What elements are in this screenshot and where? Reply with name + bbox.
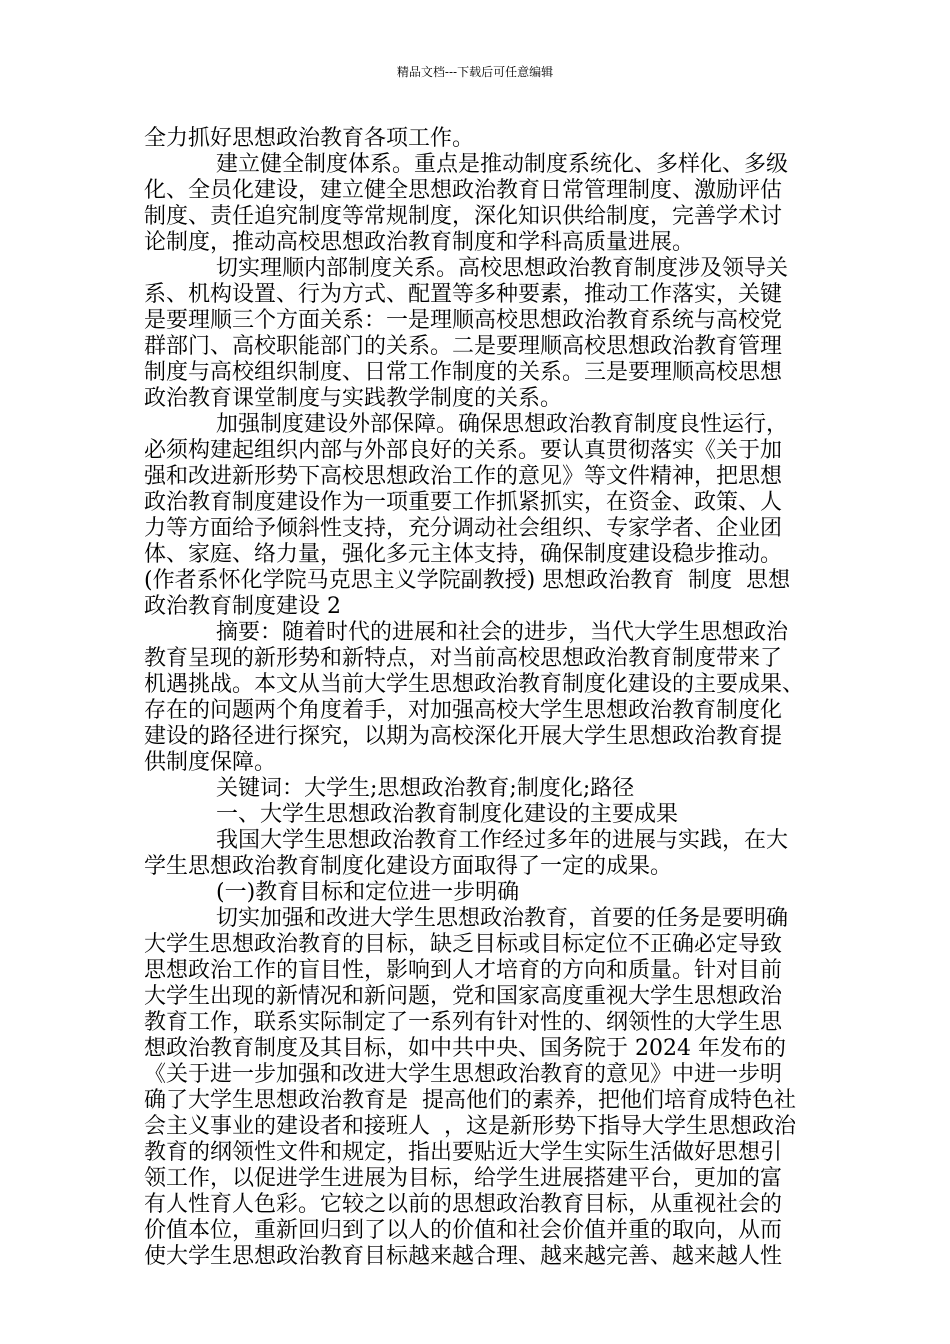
text-line: 大学生思想政治教育的目标，缺乏目标或目标定位不正确必定导致 [144, 932, 783, 957]
text-line: 存在的问题两个角度着手，对加强高校大学生思想政治教育制度化 [144, 698, 783, 723]
text-line: 机遇挑战。本文从当前大学生思想政治教育制度化建设的主要成果、 [144, 672, 805, 697]
text-line: 建立健全制度体系。重点是推动制度系统化、多样化、多级 [216, 152, 789, 177]
text-line: 加强制度建设外部保障。确保思想政治教育制度良性运行， [216, 412, 789, 437]
text-line: 想政治教育制度及其目标，如中共中央、国务院于 2024 年发布的 [144, 1036, 786, 1061]
text-line: 论制度，推动高校思想政治教育制度和学科高质量进展。 [144, 230, 695, 255]
text-line: 价值本位，重新回归到了以人的价值和社会价值并重的取向，从而 [144, 1218, 783, 1243]
text-line: 制度、责任追究制度等常规制度，深化知识供给制度，完善学术讨 [144, 204, 783, 229]
text-line: 群部门、高校职能部门的关系。二是要理顺高校思想政治教育管理 [144, 334, 783, 359]
text-line: 强和改进新形势下高校思想政治工作的意见》等文件精神，把思想 [144, 464, 783, 489]
section-heading: 一、大学生思想政治教育制度化建设的主要成果 [216, 802, 679, 827]
text-line: 供制度保障。 [144, 750, 277, 775]
text-line: (作者系怀化学院马克思主义学院副教授) 思想政治教育 制度 思想 [144, 568, 791, 593]
text-line: 有人性育人色彩。它较之以前的思想政治教育目标，从重视社会的 [144, 1192, 783, 1217]
text-line: 教育呈现的新形势和新特点，对当前高校思想政治教育制度带来了 [144, 646, 783, 671]
text-line: 是要理顺三个方面关系：一是理顺高校思想政治教育系统与高校党 [144, 308, 783, 333]
text-line: 必须构建起组织内部与外部良好的关系。要认真贯彻落实《关于加 [144, 438, 783, 463]
text-line: 政治教育制度建设 2 [144, 594, 341, 619]
page-header: 精品文档---下载后可任意编辑 [396, 65, 554, 79]
text-line: 制度与高校组织制度、日常工作制度的关系。三是要理顺高校思想 [144, 360, 783, 385]
keywords-line: 关键词：大学生;思想政治教育;制度化;路径 [216, 776, 635, 801]
text-line: 确了大学生思想政治教育是 提高他们的素养，把他们培育成特色社 [144, 1088, 796, 1113]
text-line: 体、家庭、络力量，强化多元主体支持，确保制度建设稳步推动。 [144, 542, 783, 567]
subsection-heading: (一)教育目标和定位进一步明确 [216, 880, 520, 905]
document-body [144, 126, 810, 1270]
text-line: 教育工作，联系实际制定了一系列有针对性的、纲领性的大学生思 [144, 1010, 783, 1035]
text-line: 力等方面给予倾斜性支持，充分调动社会组织、专家学者、企业团 [144, 516, 783, 541]
text-line: 领工作，以促进学生进展为目标，给学生进展搭建平台，更加的富 [144, 1166, 783, 1191]
text-line: 摘要：随着时代的进展和社会的进步，当代大学生思想政治 [216, 620, 789, 645]
text-line: 使大学生思想政治教育目标越来越合理、越来越完善、越来越人性 [144, 1244, 783, 1269]
text-line: 建设的路径进行探究，以期为高校深化开展大学生思想政治教育提 [144, 724, 783, 749]
text-line: 系、机构设置、行为方式、配置等多种要素，推动工作落实，关键 [144, 282, 783, 307]
text-line: 《关于进一步加强和改进大学生思想政治教育的意见》中进一步明 [144, 1062, 783, 1087]
text-line: 会主义事业的建设者和接班人 ，这是新形势下指导大学生思想政治 [144, 1114, 796, 1139]
text-line: 学生思想政治教育制度化建设方面取得了一定的成果。 [144, 854, 673, 879]
text-line: 思想政治工作的盲目性，影响到人才培育的方向和质量。针对目前 [144, 958, 783, 983]
text-line: 化、全员化建设，建立健全思想政治教育日常管理制度、激励评估 [144, 178, 783, 203]
text-line: 我国大学生思想政治教育工作经过多年的进展与实践，在大 [216, 828, 789, 853]
text-line: 教育的纲领性文件和规定，指出要贴近大学生实际生活做好思想引 [144, 1140, 783, 1165]
text-line: 政治教育课堂制度与实践教学制度的关系。 [144, 386, 563, 411]
text-line: 切实加强和改进大学生思想政治教育，首要的任务是要明确 [216, 906, 789, 931]
text-line: 大学生出现的新情况和新问题，党和国家高度重视大学生思想政治 [144, 984, 783, 1009]
text-line: 全力抓好思想政治教育各项工作。 [144, 126, 475, 151]
text-line: 政治教育制度建设作为一项重要工作抓紧抓实，在资金、政策、人 [144, 490, 783, 515]
text-line: 切实理顺内部制度关系。高校思想政治教育制度涉及领导关 [216, 256, 789, 281]
